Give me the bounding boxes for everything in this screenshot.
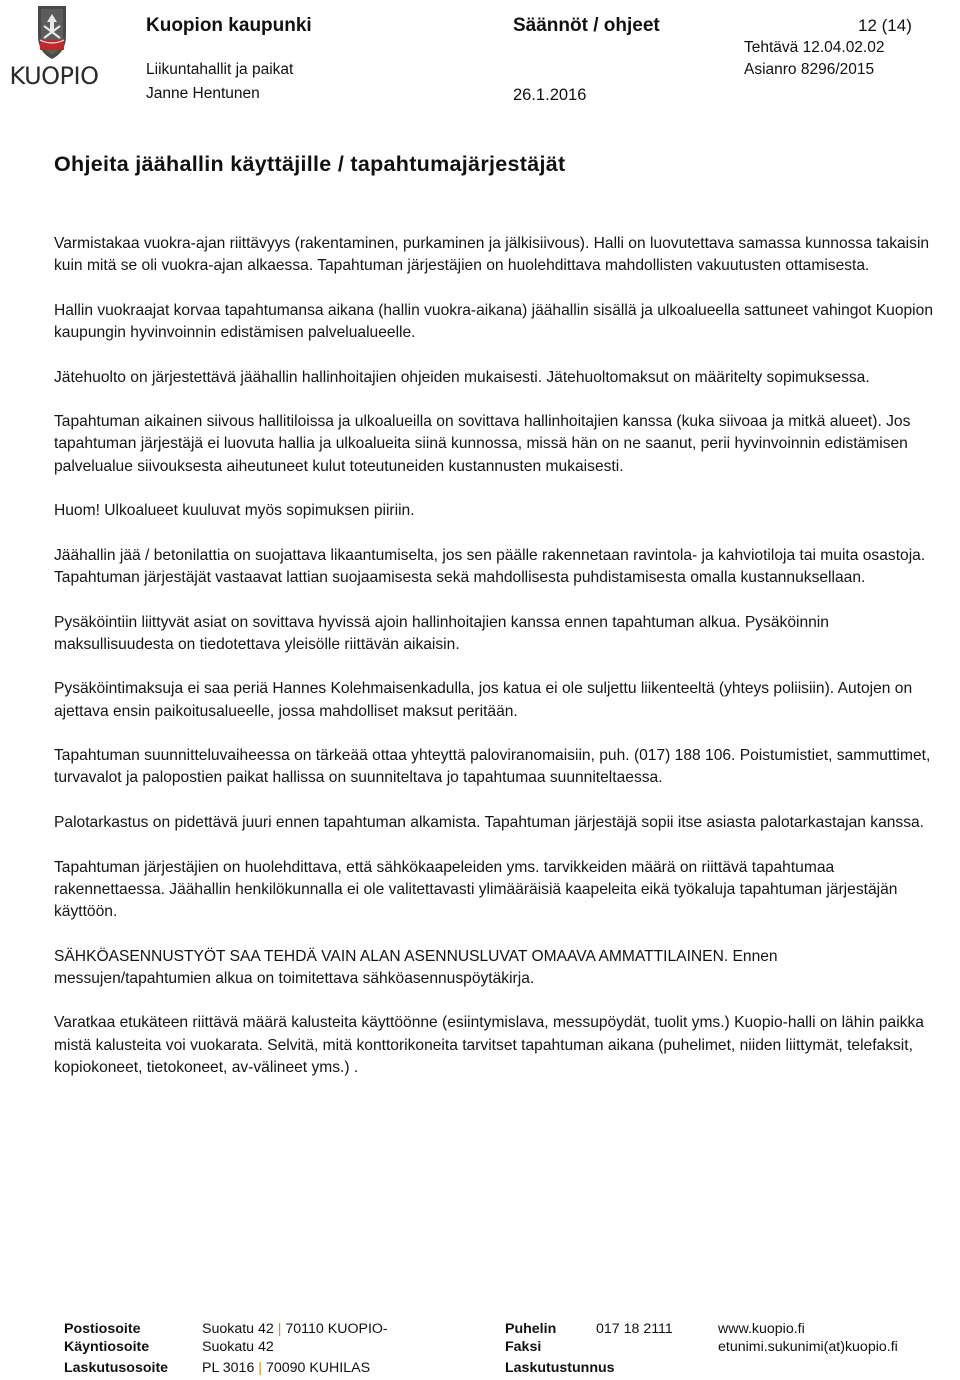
page-title: Ohjeita jäähallin käyttäjille / tapahtumajärjestäjät <box>54 152 566 176</box>
task-number: Tehtävä 12.04.02.02 <box>744 39 885 56</box>
paragraph-rental-time: Varmistakaa vuokra-ajan riittävyys (rakentaminen, purkaminen ja jälkisiivous). Halli on luovutettava samassa kunnossa takaisin kuin mitä se oli vuokra-ajan alkaessa. Tapahtuman järjestäjien on huolehdittava mahdollisten vakuutusten ottamisesta. <box>54 235 930 275</box>
record-number: Asianro 8296/2015 <box>744 61 875 78</box>
paragraph-floor-protection: Jäähallin jää / betonilattia on suojattava likaantumiselta, jos sen päälle rakennetaan ravintola- ja kahviotiloja tai muita osastoja. Tapahtuman järjestäjät vastaavat lattian suojaamisesta sekä mahdollisesta puhdistamisesta omalla kustannuksellaan. <box>54 546 926 586</box>
paragraph-cleaning: Tapahtuman aikainen siivous hallitiloissa ja ulkoalueilla on sovittava hallinhoitajien kanssa (kuka siivoaa ja mitkä alueet). Jos tapahtuman järjestäjä ei luovuta hallia ja ulkoalueita siinä kunnossa, missä hän on ne saanut, perii hyvinvoinnin edistämisen palvelualue siivouksesta aiheutuneet kulut toteutuneiden kustannusten mukaisesti. <box>54 413 911 475</box>
footer-billing-label: Laskutusosoite <box>64 1360 169 1376</box>
org-name: Kuopion kaupunki <box>146 15 312 36</box>
footer-billing-address: PL 3016 | 70090 KUHILAS <box>202 1360 371 1376</box>
footer-postal-label: Postiosoite <box>64 1321 141 1337</box>
footer-fax-label: Faksi <box>505 1339 542 1355</box>
document-date: 26.1.2016 <box>513 86 587 104</box>
kuopio-logo <box>4 2 100 96</box>
author-name: Janne Hentunen <box>146 85 260 102</box>
footer-web-link[interactable]: www.kuopio.fi <box>718 1321 805 1337</box>
paragraph-electrical: SÄHKÖASENNUSTYÖT SAA TEHDÄ VAIN ALAN ASENNUSLUVAT OMAAVA AMMATTILAINEN. Ennen messujen/tapahtumien alkua on toimitettava sähköasennuspöytäkirja. <box>54 947 778 987</box>
paragraph-parking: Pysäköintiin liittyvät asiat on sovittava hyvissä ajoin hallinhoitajien kanssa ennen tapahtuman alkua. Pysäköinnin maksullisuudesta on tiedotettava yleisölle riittävän aikaisin. <box>54 613 829 653</box>
paragraph-cables: Tapahtuman järjestäjien on huolehdittava, että sähkökaapeleiden yms. tarvikkeiden määrä on riittävä tapahtumaa rakennettaessa. Jäähallin henkilökunnalla ei ole valitettavasti ylimääräisiä kaapeleita eikä työkaluja tapahtuman järjestäjän käyttöön. <box>54 858 898 920</box>
footer-visit-address: Suokatu 42 <box>202 1339 274 1355</box>
paragraph-furniture: Varatkaa etukäteen riittävä määrä kalusteita käyttöönne (esiintymislava, messupöydät, tuolit yms.) Kuopio-halli on lähin paikka mistä kalusteita voi vuokarata. Selvitä, mitä konttorikoneita tarvitset tapahtuman aikana (puhelimet, niiden liittymät, telefaksit, kopiokoneet, tietokoneet, av-välineet yms.) . <box>54 1014 924 1076</box>
footer-phone-label: Puhelin <box>505 1321 557 1337</box>
doc-type: Säännöt / ohjeet <box>513 15 660 36</box>
footer-visit-label: Käyntiosoite <box>64 1339 150 1355</box>
unit-name: Liikuntahallit ja paikat <box>146 61 294 78</box>
paragraph-waste: Jätehuolto on järjestettävä jäähallin hallinhoitajien ohjeiden mukaisesti. Jätehuoltomaksut on määritelty sopimuksessa. <box>54 368 870 386</box>
paragraph-fire-inspection: Palotarkastus on pidettävä juuri ennen tapahtuman alkamista. Tapahtuman järjestäjä sopii itse asiasta palotarkastajan kanssa. <box>54 813 925 831</box>
logo-wordmark: KUOPIO <box>9 62 99 90</box>
footer-email[interactable]: etunimi.sukunimi(at)kuopio.fi <box>718 1339 898 1355</box>
paragraph-notice: Huom! Ulkoalueet kuuluvat myös sopimuksen piiriin. <box>54 502 415 520</box>
page-number: 12 (14) <box>858 16 912 35</box>
footer-postal-address: Suokatu 42 | 70110 KUOPIO- <box>202 1321 388 1337</box>
paragraph-parking-fees: Pysäköintimaksuja ei saa periä Hannes Kolehmaisenkadulla, jos katua ei ole suljettu liikenteeltä (yhteys poliisiin). Autojen on ajettava ensin paikoitusalueelle, jossa mahdolliset maksut peritään. <box>54 680 913 720</box>
paragraph-damages: Hallin vuokraajat korvaa tapahtumansa aikana (hallin vuokra-aikana) jäähallin sisällä ja ulkoalueella sattuneet vahingot Kuopion kaupungin hyvinvoinnin edistämisen palvelualueelle. <box>54 301 933 341</box>
paragraph-fire-authorities: Tapahtuman suunnitteluvaiheessa on tärkeää ottaa yhteyttä paloviranomaisiin, puh. (017) 188 106. Poistumistiet, sammuttimet, turvavalot ja palopostien paikat hallissa on suunniteltava jo tapahtumaa suunniteltaessa. <box>54 747 931 787</box>
footer-phone-value: 017 18 2111 <box>596 1321 673 1337</box>
coat-of-arms-icon <box>4 2 100 64</box>
document-body <box>54 233 934 1079</box>
footer-billing-id-label: Laskutustunnus <box>505 1360 615 1376</box>
